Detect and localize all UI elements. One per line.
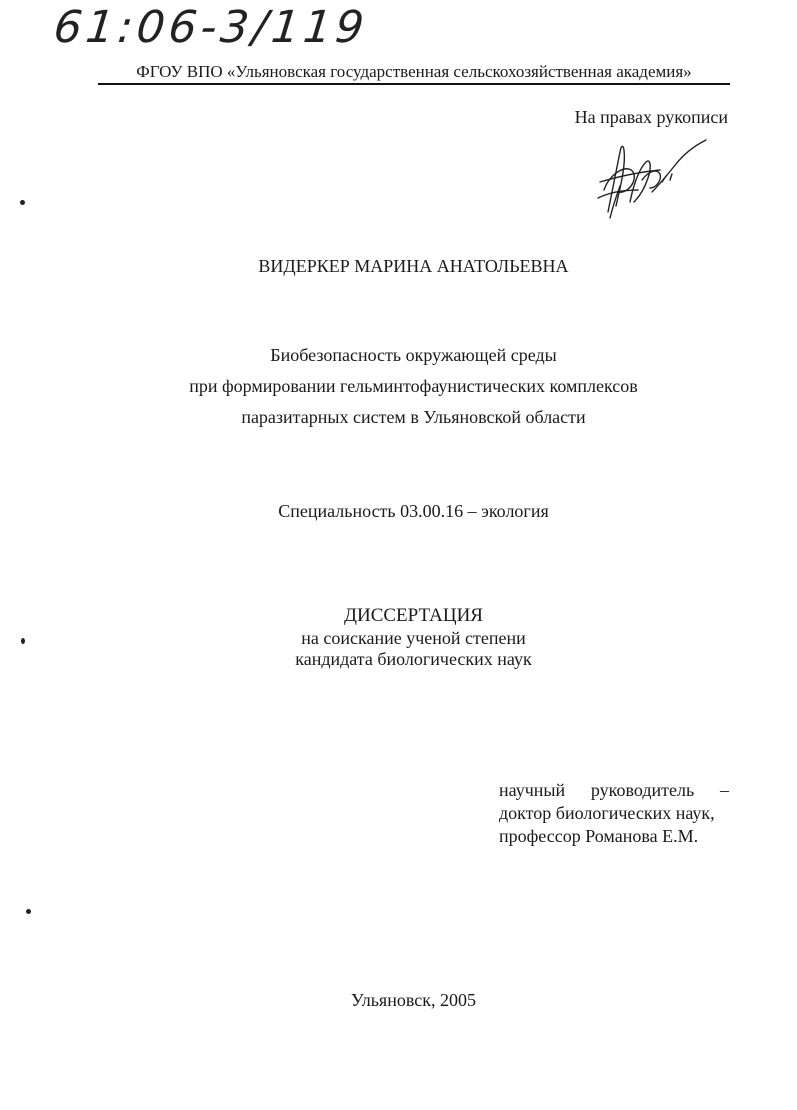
scan-speck — [20, 200, 25, 205]
title-line: при формировании гельминтофаунистических комплексов — [189, 376, 638, 396]
supervisor-degree: доктор биологических наук, — [499, 803, 715, 823]
supervisor-role-dash: – — [719, 780, 729, 800]
dissertation-title — [0, 340, 797, 433]
supervisor-name: профессор Романова Е.М. — [499, 826, 699, 846]
supervisor-block — [499, 779, 729, 848]
degree-line: на соискание ученой степени — [301, 628, 526, 648]
title-line: Биобезопасность окружающей среды — [270, 345, 557, 365]
supervisor-role-word: научный — [499, 780, 566, 800]
scan-speck — [26, 909, 31, 914]
place-and-year: Ульяновск, 2005 — [351, 990, 476, 1010]
dissertation-block — [0, 605, 797, 670]
title-line: паразитарных систем в Ульяновской области — [241, 407, 586, 427]
signature-scribble — [590, 132, 710, 224]
archive-code: 61:06-3/119 — [51, 2, 371, 53]
degree-line: кандидата биологических наук — [295, 649, 532, 669]
dissertation-heading: ДИССЕРТАЦИЯ — [344, 605, 483, 626]
specialty-line: Специальность 03.00.16 – экология — [278, 501, 549, 521]
manuscript-rights-note: На правах рукописи — [574, 107, 728, 127]
supervisor-role-line — [499, 779, 729, 802]
author-name: ВИДЕРКЕР МАРИНА АНАТОЛЬЕВНА — [258, 256, 569, 276]
institution-underline — [98, 83, 730, 85]
institution-name: ФГОУ ВПО «Ульяновская государственная сельскохозяйственная академия» — [136, 62, 692, 81]
supervisor-role-word: руководитель — [590, 780, 695, 800]
